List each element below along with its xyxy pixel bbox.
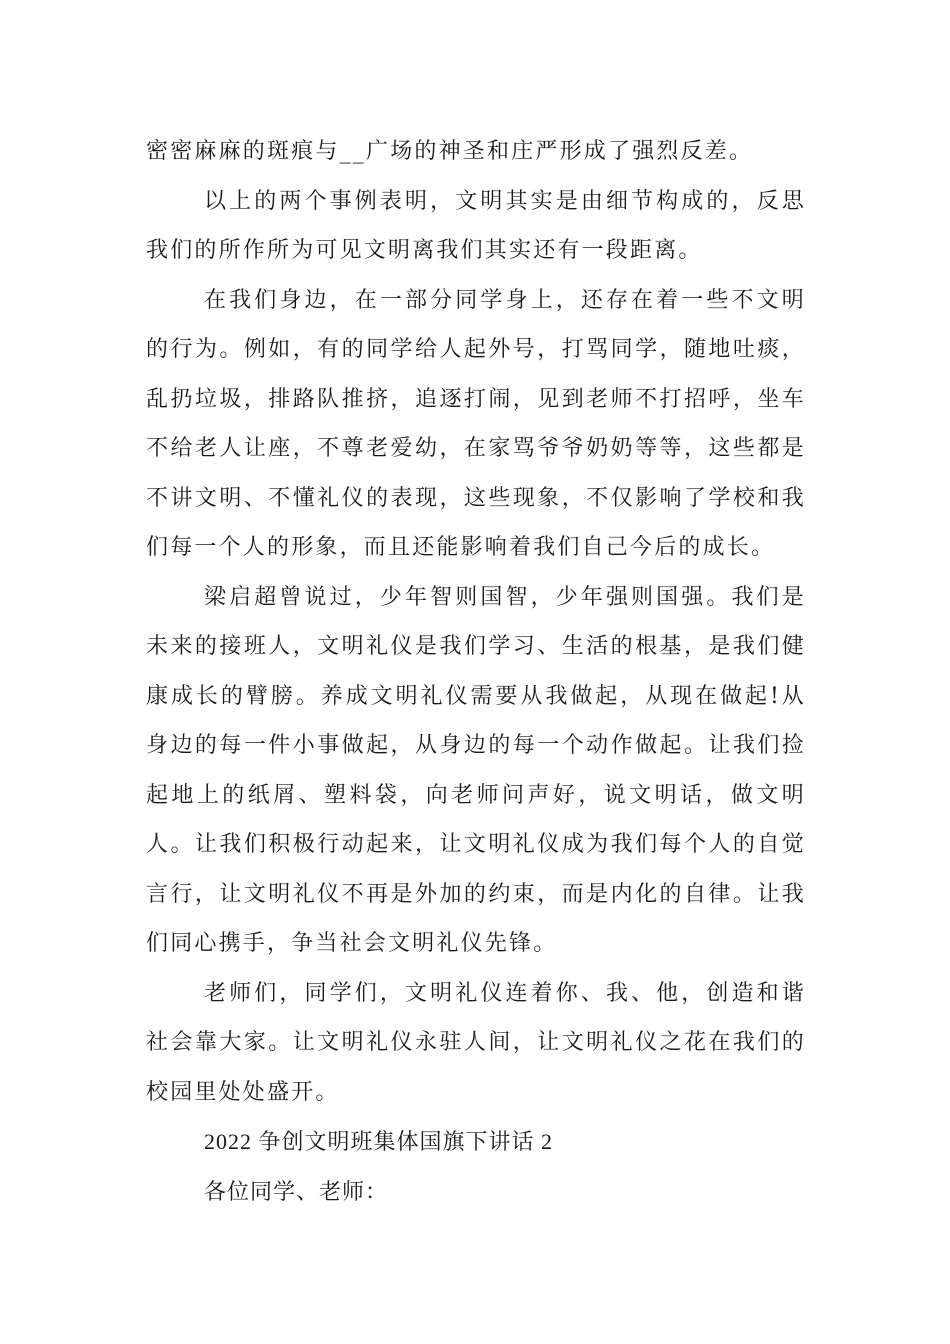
- paragraph-4: 梁启超曾说过，少年智则国智，少年强则国强。我们是未来的接班人，文明礼仪是我们学习、生活的根基，是我们健康成长的臂膀。养成文明礼仪需要从我做起，从现在做起!从身边的每一件小事做起，从身边的每一个动作做起。让我们捡起地上的纸屑、塑料袋，向老师问声好，说文明话，做文明人。让我们积极行动起来，让文明礼仪成为我们每个人的自觉言行，让文明礼仪不再是外加的约束，而是内化的自律。让我们同心携手，争当社会文明礼仪先锋。: [146, 584, 806, 956]
- document-body: [146, 127, 806, 1216]
- paragraph-5: 老师们，同学们，文明礼仪连着你、我、他，创造和谐社会靠大家。让文明礼仪永驻人间，让文明礼仪之花在我们的校园里处处盛开。: [146, 980, 806, 1105]
- greeting: 各位同学、老师：: [204, 1178, 389, 1204]
- paragraph-3: 在我们身边，在一部分同学身上，还存在着一些不文明的行为。例如，有的同学给人起外号，打骂同学，随地吐痰，乱扔垃圾，排路队推挤，追逐打闹，见到老师不打招呼，坐车不给老人让座，不尊老爱幼，在家骂爷爷奶奶等等，这些都是不讲文明、不懂礼仪的表现，这些现象，不仅影响了学校和我们每一个人的形象，而且还能影响着我们自己今后的成长。: [146, 287, 806, 560]
- paragraph-1: 密密麻麻的斑痕与__广场的神圣和庄严形成了强烈反差。: [146, 139, 754, 164]
- section-title: 2022 争创文明班集体国旗下讲话 2: [204, 1129, 554, 1154]
- paragraph-2: 以上的两个事例表明，文明其实是由细节构成的，反思我们的所作所为可见文明离我们其实还有一段距离。: [146, 188, 806, 263]
